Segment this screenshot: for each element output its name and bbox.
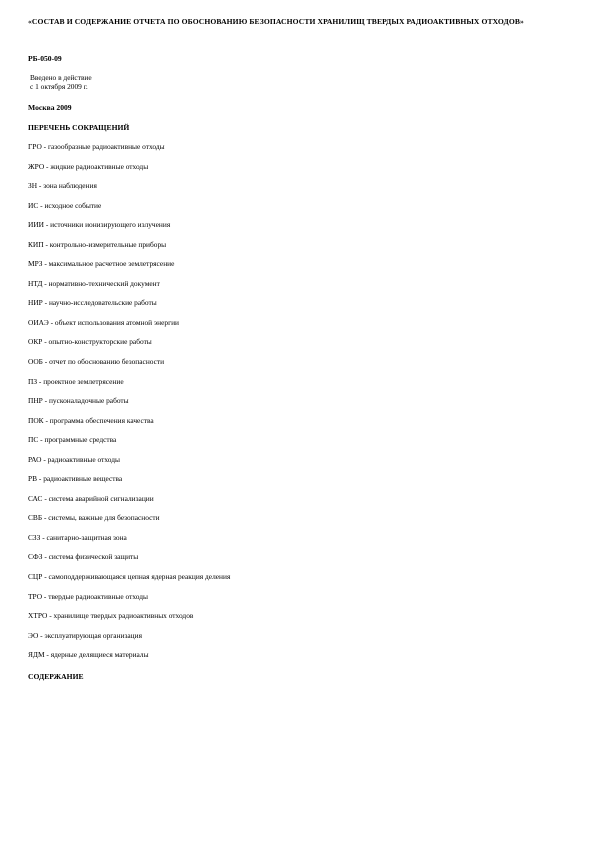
abbreviation-code: ООБ (28, 357, 43, 367)
abbreviation-definition: - зона наблюдения (37, 181, 97, 191)
abbreviation-definition: - ядерные делящиеся материалы (44, 650, 149, 660)
abbreviation-code: СЗЗ (28, 532, 41, 542)
abbreviation-definition: - жидкие радиоактивные отходы (44, 161, 149, 171)
abbreviation-item (28, 416, 230, 436)
abbreviation-item (28, 240, 230, 260)
abbreviation-item (28, 181, 230, 201)
abbreviation-definition: - система физической защиты (42, 552, 139, 562)
abbreviation-item (28, 474, 230, 494)
effective-date-block (30, 73, 92, 92)
abbreviation-code: САС (28, 493, 43, 503)
abbreviation-code: НТД (28, 278, 43, 288)
abbreviation-definition: - отчет по обоснованию безопасности (42, 357, 165, 367)
abbreviation-item (28, 201, 230, 221)
abbreviation-definition: - твердые радиоактивные отходы (42, 591, 148, 601)
abbreviation-definition: - объект использования атомной энергии (48, 317, 180, 327)
abbreviation-code: ЗН (28, 181, 38, 191)
abbreviation-code: ИС (28, 200, 39, 210)
abbreviation-item (28, 494, 230, 514)
abbreviation-definition: - системы, важные для безопасности (42, 513, 160, 523)
abbreviation-item (28, 357, 230, 377)
abbreviation-code: ЭО (28, 630, 39, 640)
abbreviation-code: КИП (28, 239, 44, 249)
abbreviation-item (28, 279, 230, 299)
abbreviation-definition: - проектное землетрясение (37, 376, 124, 386)
abbreviation-definition: - газообразные радиоактивные отходы (41, 142, 165, 151)
abbreviation-definition: - санитарно-защитная зона (40, 532, 127, 542)
abbreviation-item (28, 592, 230, 612)
abbreviation-item (28, 631, 230, 651)
abbreviation-code: НИР (28, 298, 43, 308)
abbreviation-code: ПНР (28, 396, 43, 406)
abbreviation-item (28, 318, 230, 338)
abbreviation-code: СЦР (28, 572, 43, 582)
abbreviation-code: МРЗ (28, 259, 43, 269)
abbreviation-item (28, 259, 230, 279)
abbreviation-definition: - система аварийной сигнализации (42, 493, 154, 503)
abbreviation-code: ТРО (28, 591, 43, 601)
abbreviation-code: ОКР (28, 337, 43, 347)
abbreviation-code: ЖРО (28, 161, 45, 171)
abbreviation-item (28, 298, 230, 318)
abbreviation-definition: - исходное событие (38, 200, 102, 210)
abbreviation-item (28, 552, 230, 572)
abbreviation-definition: - хранилище твердых радиоактивных отходов (47, 611, 194, 621)
abbreviation-item (28, 572, 230, 592)
abbreviation-definition: - научно-исследовательские работы (42, 298, 157, 308)
abbreviation-definition: - самоподдерживающаяся цепная ядерная реакция деления (42, 572, 231, 582)
effective-line-2: с 1 октября 2009 г. (30, 82, 88, 92)
abbreviation-code: ЯДМ (28, 650, 45, 660)
abbreviation-code: РАО (28, 454, 42, 464)
abbreviations-heading: ПЕРЕЧЕНЬ СОКРАЩЕНИЙ (28, 123, 130, 132)
abbreviation-definition: - контрольно-измерительные приборы (43, 239, 167, 249)
abbreviation-code: СВБ (28, 513, 43, 523)
city-year: Москва 2009 (28, 103, 72, 112)
abbreviation-item (28, 396, 230, 416)
abbreviation-item (28, 455, 230, 475)
abbreviation-definition: - нормативно-технический документ (42, 278, 160, 288)
abbreviation-definition: - источники ионизирующего излучения (44, 220, 171, 230)
document-page (28, 17, 573, 681)
abbreviation-code: ГРО (28, 142, 42, 151)
contents-heading: СОДЕРЖАНИЕ (28, 672, 84, 681)
abbreviation-item (28, 162, 230, 182)
abbreviation-code: ХТРО (28, 611, 48, 621)
abbreviation-item (28, 611, 230, 631)
abbreviation-item (28, 650, 230, 670)
abbreviation-code: ПОК (28, 415, 44, 425)
abbreviation-item (28, 337, 230, 357)
abbreviation-definition: - максимальное расчетное землетрясение (42, 259, 175, 269)
abbreviation-code: ОИАЭ (28, 317, 49, 327)
abbreviation-code: ПЗ (28, 376, 38, 386)
abbreviation-definition: - программа обеспечения качества (43, 415, 154, 425)
abbreviation-item (28, 513, 230, 533)
abbreviation-definition: - пусконаладочные работы (42, 396, 129, 406)
abbreviation-item (28, 533, 230, 553)
document-code: РБ-050-09 (28, 54, 62, 63)
abbreviation-code: СФЗ (28, 552, 43, 562)
abbreviation-definition: - радиоактивные вещества (37, 474, 123, 484)
abbreviations-list (28, 142, 230, 670)
abbreviation-code: ПС (28, 435, 39, 445)
abbreviation-definition: - программные средства (38, 435, 117, 445)
abbreviation-code: ИИИ (28, 220, 45, 230)
abbreviation-item (28, 220, 230, 240)
abbreviation-definition: - эксплуатирующая организация (38, 630, 142, 640)
abbreviation-definition: - опытно-конструкторские работы (42, 337, 152, 347)
abbreviation-item (28, 142, 230, 162)
abbreviation-code: РВ (28, 474, 38, 484)
effective-line-1: Введено в действие (30, 73, 92, 82)
abbreviation-item (28, 435, 230, 455)
abbreviation-item (28, 377, 230, 397)
abbreviation-definition: - радиоактивные отходы (41, 454, 120, 464)
document-title: «СОСТАВ И СОДЕРЖАНИЕ ОТЧЕТА ПО ОБОСНОВАНИЮ БЕЗОПАСНОСТИ ХРАНИЛИЩ ТВЕРДЫХ РАДИОАКТИВНЫХ ОТХОДОВ» (28, 17, 524, 26)
